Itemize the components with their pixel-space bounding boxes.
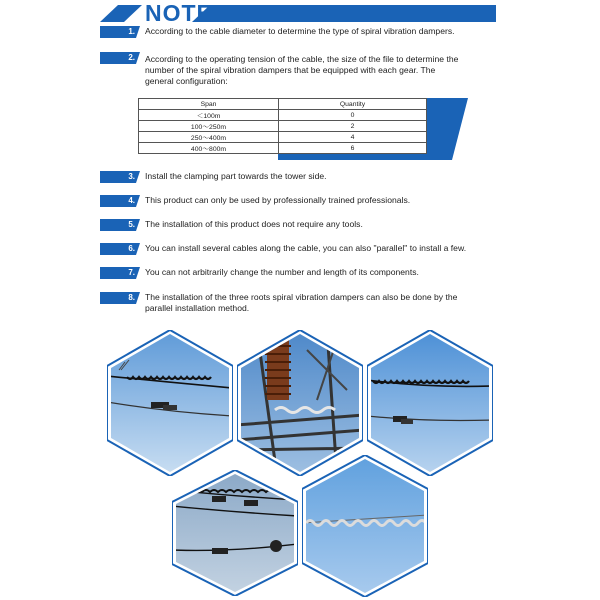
note-text: According to the operating tension of the cable, the size of the file to determine the number of the spiral vibration dampers that be equipped with each gear. The general configuration: xyxy=(145,54,459,86)
note-text: According to the cable diameter to determine the type of spiral vibration dampers. xyxy=(145,26,455,36)
table-row xyxy=(139,143,427,154)
table-cell: 4 xyxy=(279,132,427,143)
note-item-7 xyxy=(100,267,500,279)
note-item-2 xyxy=(100,52,500,86)
number-badge: 8. xyxy=(100,292,140,304)
table-cell: 100～250m xyxy=(139,121,279,132)
note-text: You can install several cables along the cable, you can also "parallel" to install a few. xyxy=(145,243,467,253)
span-quantity-table xyxy=(138,98,468,160)
number-badge: 5. xyxy=(100,219,140,231)
table-cell: ＜100m xyxy=(139,110,279,121)
column-header-quantity: Quantity xyxy=(279,99,427,110)
table-cell: 6 xyxy=(279,143,427,154)
note-item-4 xyxy=(100,195,500,207)
number-badge: 2. xyxy=(100,52,140,64)
page-title: NOTE xyxy=(145,0,213,26)
note-item-1 xyxy=(100,26,500,38)
note-item-6 xyxy=(100,243,500,255)
table-row xyxy=(139,132,427,143)
number-badge: 6. xyxy=(100,243,140,255)
photo-sky-cable-dampers xyxy=(107,330,233,476)
note-text: The installation of the three roots spiral vibration dampers can also be done by the parallel installation method. xyxy=(145,292,458,313)
photo-cables-spacers xyxy=(172,470,298,596)
note-text: You can not arbitrarily change the number and length of its components. xyxy=(145,267,419,277)
number-badge: 3. xyxy=(100,171,140,183)
column-header-span: Span xyxy=(139,99,279,110)
table-row xyxy=(139,110,427,121)
photo-single-spiral-damper xyxy=(302,455,428,597)
table-cell: 250～400m xyxy=(139,132,279,143)
note-item-8 xyxy=(100,292,500,316)
note-text: The installation of this product does not require any tools. xyxy=(145,219,363,229)
note-item-5 xyxy=(100,219,500,231)
note-text: This product can only be used by professionally trained professionals. xyxy=(145,195,411,205)
number-badge: 4. xyxy=(100,195,140,207)
table-cell: 400～800m xyxy=(139,143,279,154)
number-badge: 7. xyxy=(100,267,140,279)
table-cell: 0 xyxy=(279,110,427,121)
note-text: Install the clamping part towards the tower side. xyxy=(145,171,327,181)
table-row xyxy=(139,121,427,132)
note-item-3 xyxy=(100,171,500,183)
number-badge: 1. xyxy=(100,26,140,38)
table-cell: 2 xyxy=(279,121,427,132)
